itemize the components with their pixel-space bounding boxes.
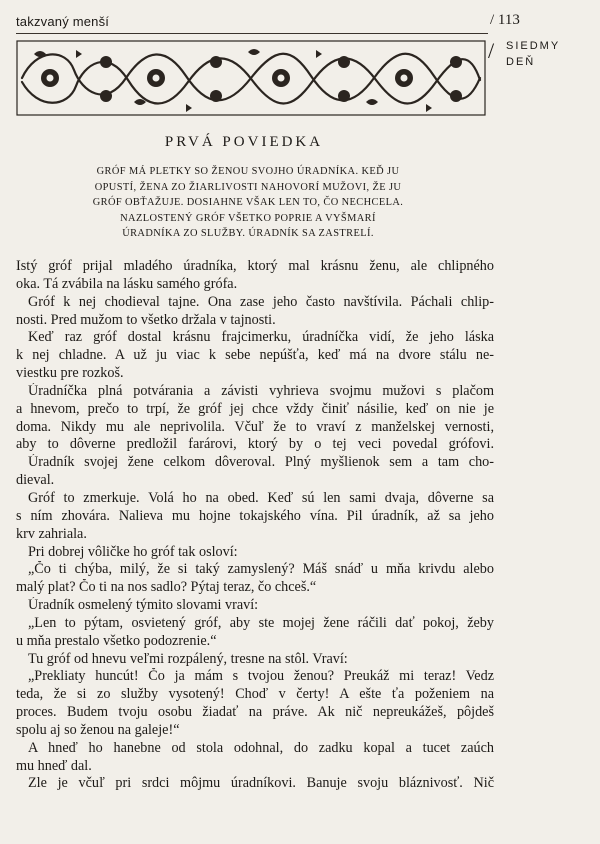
text-line: dieval. (16, 472, 55, 489)
text-line: viestku pre rozkoš. (16, 365, 124, 382)
text-line: „Len to pýtam, osvietený gróf, aby ste mojej žene ráčili dať pokoj, žeby (28, 614, 494, 631)
text-line: aby to dôverne predložil farárovi, ktorý by o tej veci povedal grófovi. (16, 436, 494, 453)
text-line: Úradník svojej žene celkom dôveroval. Plný myšlienok sem a tam cho- (28, 454, 494, 471)
text-line: Gróf k nej chodieval tajne. Ona zase jeho často navštívila. Páchali chlip- (28, 293, 494, 310)
story-summary (92, 164, 404, 242)
summary-line: ÚRADNÍKA ZO SLUŽBY. ÚRADNÍK SA ZASTRELÍ. (122, 228, 374, 239)
section-label-line-1: SIEDMY (506, 40, 561, 52)
summary-line: GRÓF MÁ PLETKY SO ŽENOU SVOJHO ÚRADNÍKA. KEĎ JU (96, 166, 400, 177)
text-line: „Prekliaty huncút! Čo ja mám s tvojou ženou? Preukáž mi teraz! Vedz (28, 668, 494, 685)
decorative-ornament-banner (16, 40, 486, 116)
text-line: Úradník osmelený týmito slovami vraví: (28, 597, 259, 614)
text-line: malý plat? Čo ti na nos sadlo? Pýtaj teraz, čo chceš.“ (16, 579, 317, 596)
page-number-value: 113 (497, 12, 520, 28)
text-line: proces. Budem tvoju osobu žiadať na práve. Ak nič nepreukážeš, pôjdeš (16, 704, 494, 721)
page-number: / 113 (490, 12, 520, 28)
story-body-text (16, 258, 494, 793)
text-line: spolu aj so ženou na galeje!“ (16, 721, 180, 738)
text-line: Pri dobrej vôličke ho gróf tak osloví: (28, 543, 238, 560)
story-title: PRVÁ POVIEDKA (164, 134, 324, 150)
running-title: takzvaný menší (16, 14, 110, 29)
text-line: Istý gróf prijal mladého úradníka, ktorý mal krásnu ženu, ale chlipného (16, 258, 494, 274)
text-line: Keď raz gróf dostal krásnu frajcimerku, úradníčka vidí, že jeho láska (28, 329, 494, 346)
header-rule (16, 33, 488, 34)
text-line: mu hneď dal. (16, 757, 92, 774)
text-line: k nej chladne. A už ju viac k sebe nepúšťa, keď má na dvore stálu ne- (16, 347, 494, 364)
text-line: A hneď ho hanebne od stola odohnal, do zadku kopal a tucet zaúch (28, 739, 494, 756)
text-line: a hnevom, prečo to trpí, že gróf jej chce vždy činiť násilie, keď on nie je (16, 400, 494, 417)
section-label (506, 38, 560, 70)
text-line: doma. Nikdy mu ale neprivolila. Včuľ že to vraví z manželskej vernosti, (16, 418, 494, 435)
section-label-line-2: DEŇ (506, 56, 536, 68)
text-line: krv zahriala. (16, 525, 87, 542)
text-line: u mňa prestalo všetko podozrenie.“ (16, 632, 217, 649)
text-line: Gróf to zmerkuje. Volá ho na obed. Keď sú len sami dvaja, dôverne sa (28, 489, 494, 506)
summary-line: NAZLOSTENÝ GRÓF VŠETKO POPRIE A VYŠMARÍ (120, 212, 376, 224)
text-line: s ním zhovára. Nalieva mu hojne tokajského vína. Pil úradník, až sa jeho (16, 507, 494, 524)
text-line: Zle je včuľ pri srdci môjmu úradníkovi. Banuje svoju bláznivosť. Nič (28, 775, 494, 792)
section-divider-slash: / (488, 38, 495, 63)
summary-line: GRÓF OBŤAŽUJE. DOSIAHNE VŠAK LEN TO, ČO NECHCELA. (92, 197, 404, 208)
text-line: „Čo ti chýba, milý, že si taký zamyslený? Máš snáď u mňa krivdu alebo (28, 561, 494, 578)
summary-line: OPUSTÍ, ŽENA ZO ŽIARLIVOSTI NAHOVORÍ MUŽOVI, ŽE JU (94, 181, 402, 193)
text-line: teda, že si zo služby vysotený! Choď v čerty! A ešte ťa poženiem na (16, 686, 494, 703)
text-line: Úradníčka plná potvárania a závisti vyhrieva svojmu mužovi s plačom (28, 382, 494, 399)
text-line: Tu gróf od hnevu veľmi rozpálený, tresne na stôl. Vraví: (28, 650, 348, 667)
text-line: nosti. Pred mužom to všetko držala v tajnosti. (16, 311, 276, 328)
text-line: oka. Tá zvábila na lásku samého grófa. (16, 275, 238, 292)
